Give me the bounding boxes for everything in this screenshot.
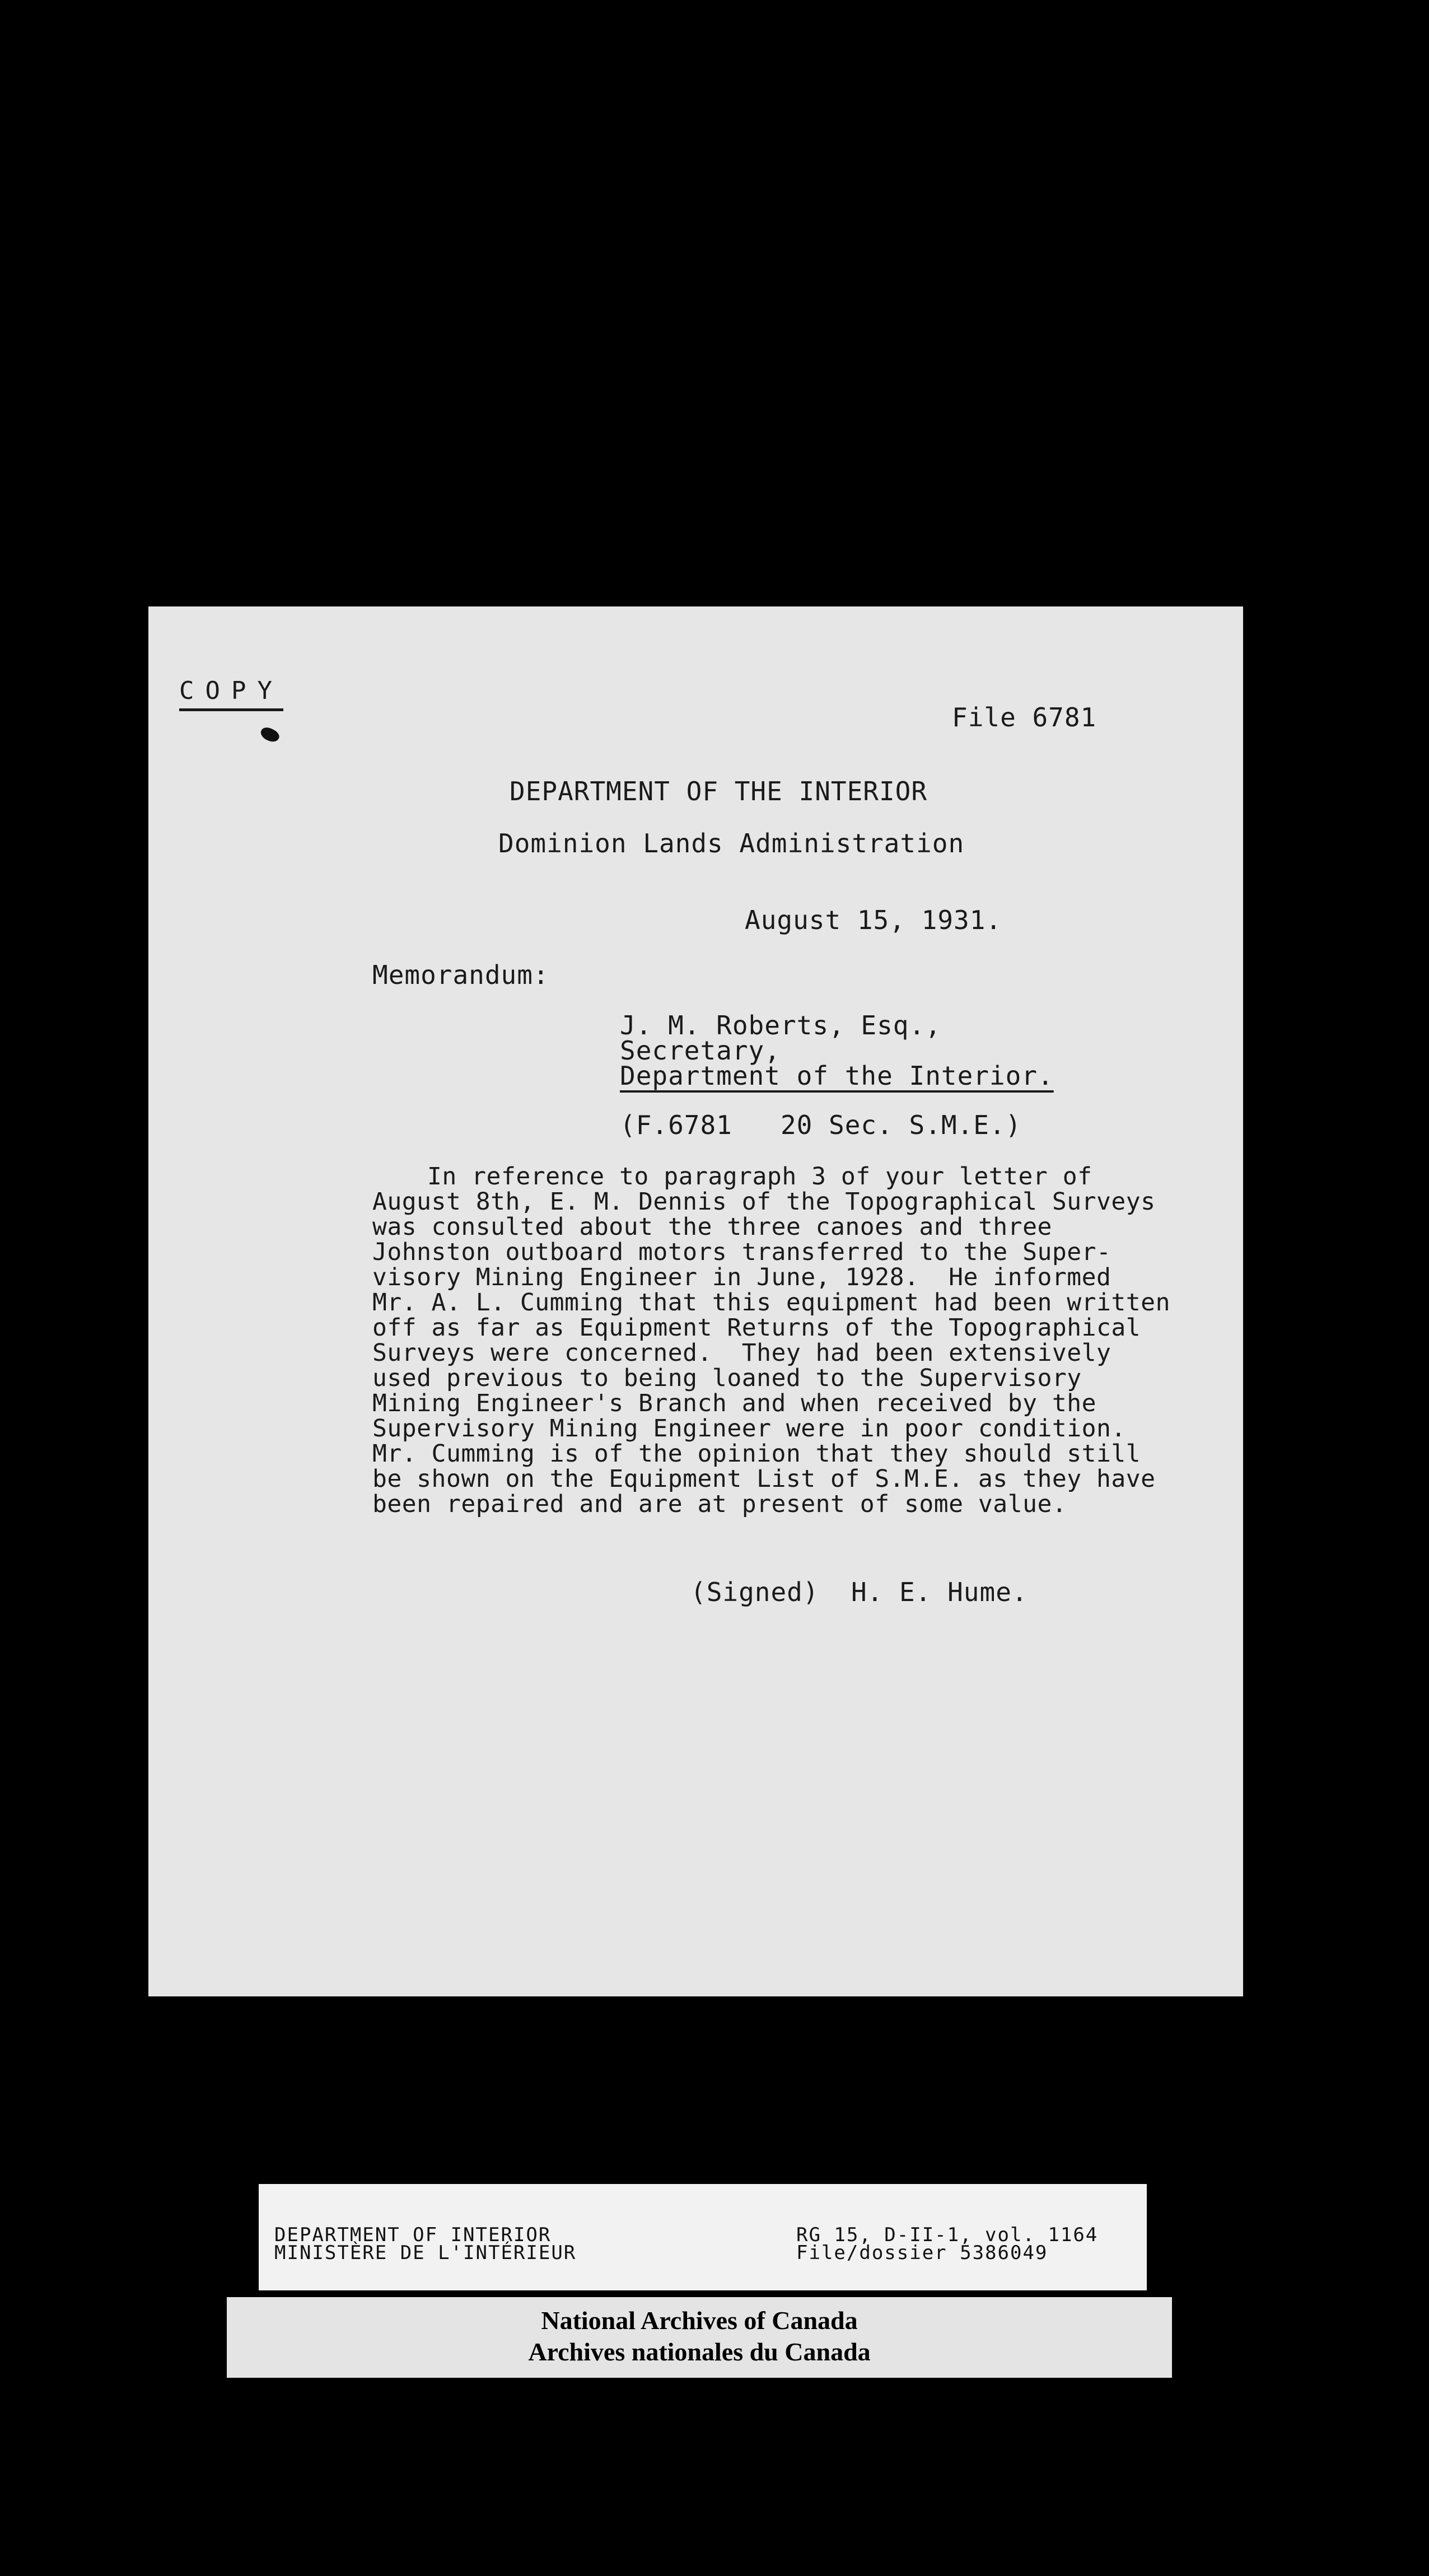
body-line: Surveys were concerned. They had been extensively xyxy=(372,1339,1112,1367)
body-line: August 8th, E. M. Dennis of the Topographical Surveys xyxy=(372,1188,1156,1216)
addressee-title: Secretary, xyxy=(620,1035,781,1066)
body-line: Mr. Cumming is of the opinion that they should still xyxy=(372,1440,1141,1468)
body-line: Mining Engineer's Branch and when received by the xyxy=(372,1389,1097,1417)
label-file-reference: File/dossier 5386049 xyxy=(796,2242,1048,2264)
national-archives-banner xyxy=(227,2297,1172,2378)
body-line: off as far as Equipment Returns of the Topographical xyxy=(372,1314,1141,1342)
body-line: Johnston outboard motors transferred to the Super- xyxy=(372,1238,1112,1266)
addressee-name: J. M. Roberts, Esq., xyxy=(620,1010,941,1040)
archive-file-label xyxy=(259,2184,1147,2290)
body-line: was consulted about the three canoes and three xyxy=(372,1213,1052,1241)
signature-line: (Signed) H. E. Hume. xyxy=(690,1577,1028,1607)
label-dept-en: DEPARTMENT OF INTERIOR xyxy=(274,2224,552,2246)
department-heading: DEPARTMENT OF THE INTERIOR xyxy=(510,776,928,806)
archives-name-en: National Archives of Canada xyxy=(541,2306,858,2335)
body-line: been repaired and are at present of some value. xyxy=(372,1490,1067,1518)
body-line: Mr. A. L. Cumming that this equipment had been written xyxy=(372,1289,1170,1317)
body-line: visory Mining Engineer in June, 1928. He informed xyxy=(372,1263,1112,1291)
file-reference-line: (F.6781 20 Sec. S.M.E.) xyxy=(620,1110,1022,1140)
memo-page xyxy=(148,606,1243,1996)
file-reference: File 6781 xyxy=(952,702,1097,732)
memo-label: Memorandum: xyxy=(372,960,549,990)
body-line: In reference to paragraph 3 of your letter of xyxy=(427,1163,1092,1191)
archives-name-fr: Archives nationales du Canada xyxy=(528,2337,871,2366)
ink-blot xyxy=(259,725,281,745)
body-line: Supervisory Mining Engineer were in poor condition. xyxy=(372,1415,1126,1443)
memo-date: August 15, 1931. xyxy=(745,905,1002,935)
branch-heading: Dominion Lands Administration xyxy=(498,828,965,858)
body-line: used previous to being loaned to the Supervisory xyxy=(372,1364,1082,1392)
label-rg-reference: RG 15, D-II-1, vol. 1164 xyxy=(796,2224,1099,2246)
label-dept-fr: MINISTÈRE DE L'INTÉRIEUR xyxy=(274,2242,577,2264)
addressee-department: Department of the Interior. xyxy=(620,1061,1054,1091)
body-line: be shown on the Equipment List of S.M.E. as they have xyxy=(372,1465,1156,1493)
copy-stamp: COPY xyxy=(179,676,283,711)
